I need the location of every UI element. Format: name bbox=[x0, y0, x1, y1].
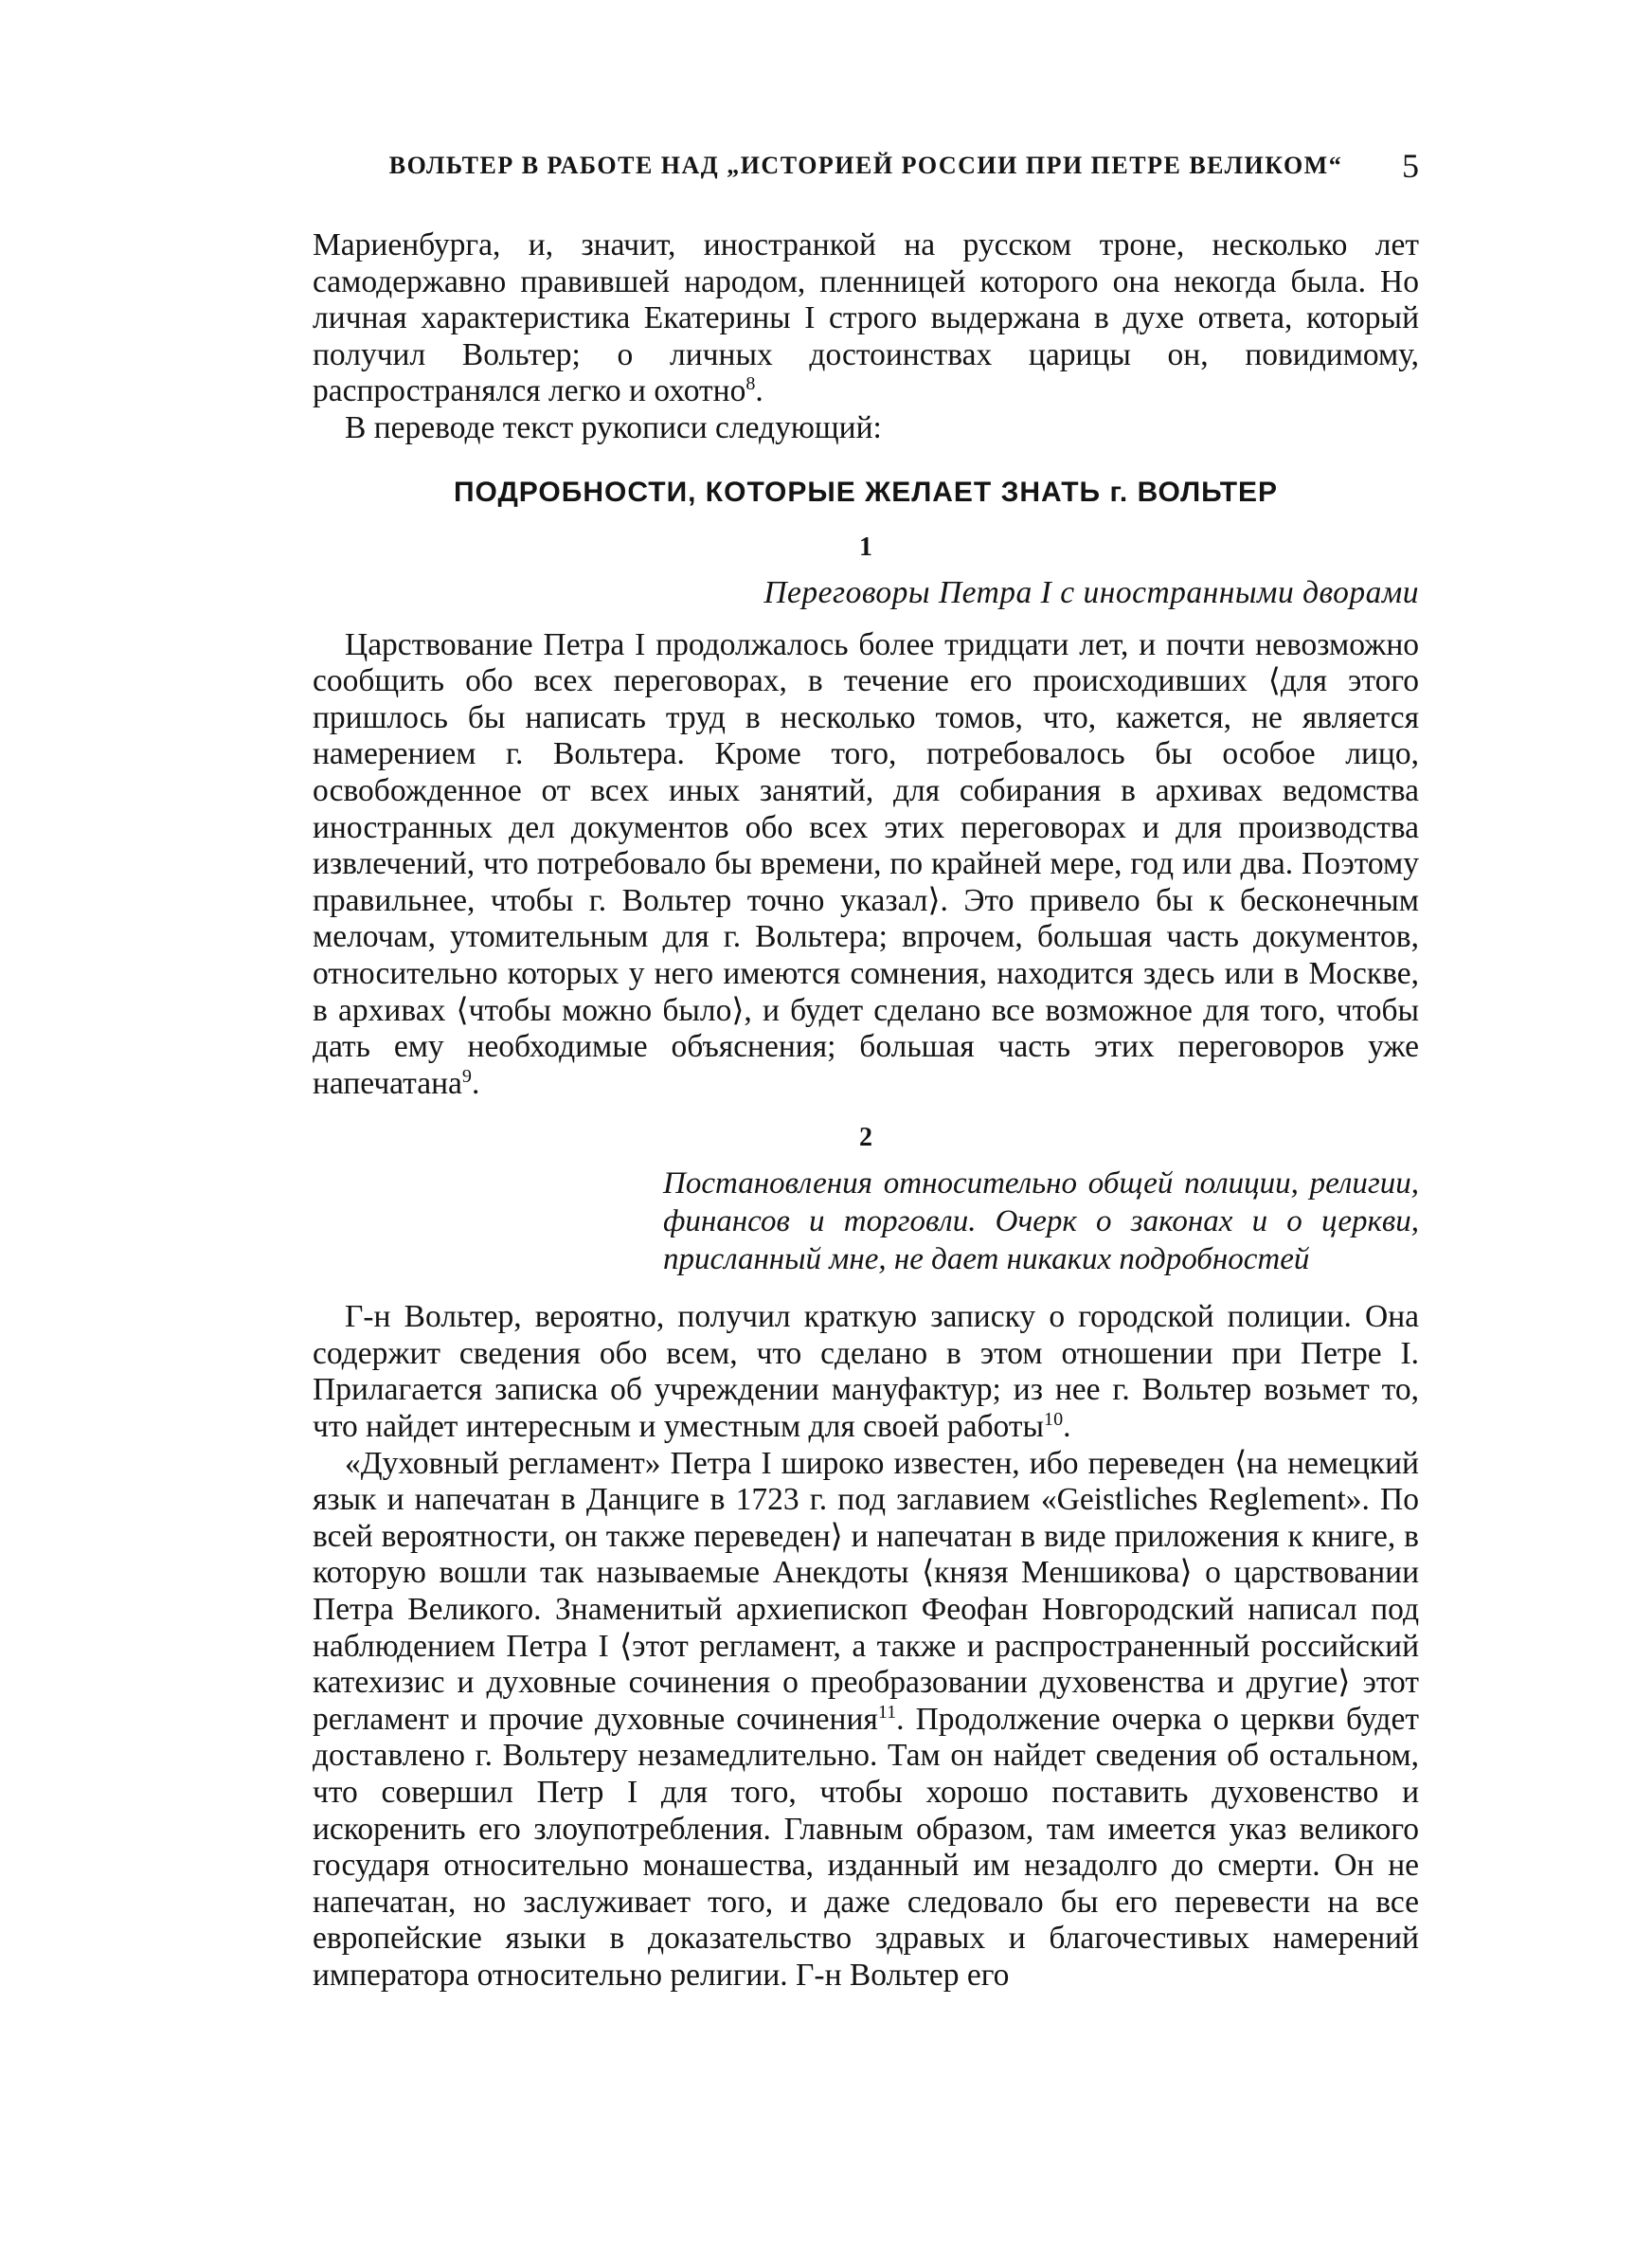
intro-paragraph-1-end: . bbox=[755, 373, 763, 409]
footnote-ref-9: 9 bbox=[461, 1065, 472, 1087]
intro-paragraph-2: В переводе текст рукописи следующий: bbox=[345, 409, 882, 445]
section-1-title: Переговоры Петра I с иностранными дворами bbox=[763, 574, 1419, 610]
section-2-paragraph-1-end: . bbox=[1063, 1409, 1071, 1445]
running-head bbox=[350, 147, 1419, 193]
footnote-ref-8: 8 bbox=[745, 373, 756, 395]
section-1-text-body: Царствование Петра I продолжалось более тридцати лет, и почти невозможно сообщить обо всех переговорах, в течение его происходивших ⟨для этого пришлось бы написать труд в несколько томов, что, кажется, не является намерением г. Вольтера. Кроме того, потребовалось бы особое лицо, освобожденное от всех иных занятий, для собирания в архивах ведомства иностранных дел документов обо всех этих переговорах и для производства извлечений, что потребовало бы времени, по крайней мере, год или два. Поэтому правильнее, чтобы г. Вольтер точно указал⟩. Это привело бы к бесконечным мелочам, утомительным для г. Вольтера; впрочем, большая часть документов, относительно которых у него имеются сомнения, находится здесь или в Москве, в архивах ⟨чтобы можно было⟩, и будет сделано все возможное для того, чтобы дать ему необходимые объяснения; большая часть этих переговоров уже напечатана bbox=[313, 626, 1419, 1101]
section-heading: ПОДРОБНОСТИ, КОТОРЫЕ ЖЕЛАЕТ ЗНАТЬ г. ВОЛЬТЕР bbox=[453, 476, 1279, 508]
page-body bbox=[313, 227, 1419, 1995]
section-2-number: 2 bbox=[859, 1123, 872, 1153]
section-1-number: 1 bbox=[859, 532, 872, 562]
section-2-title: Постановления относительно общей полиции, религии, финансов и торговли. Очерк о законах и о церкви, присланный мне, не дает никаких подробностей bbox=[663, 1166, 1419, 1277]
page-number: 5 bbox=[1402, 147, 1419, 185]
intro-paragraph-1 bbox=[313, 227, 1419, 410]
running-head-title: ВОЛЬТЕР В РАБОТЕ НАД „ИСТОРИЕЙ РОССИИ ПРИ ПЕТРЕ ВЕЛИКОМ“ bbox=[388, 152, 1343, 179]
section-2-paragraph-1 bbox=[313, 1299, 1419, 1445]
footnote-ref-10: 10 bbox=[1044, 1408, 1064, 1430]
book-page bbox=[313, 147, 1419, 1995]
section-2-paragraph-2 bbox=[313, 1446, 1419, 1995]
section-2-paragraph-2-cont: . Продолжение очерка о церкви будет доставлено г. Вольтеру незамедлительно. Там он найдет сведения об остальном, что совершил Петр I для того, чтобы хорошо поставить духовенство и искоренить его злоупотребления. Главным образом, там имеется указ великого государя относительно монашества, изданный им незадолго до смерти. Он не напечатан, но заслуживает того, и даже следовало бы его перевести на все европейские языки в доказательство здравых и благочестивых намерений императора относительно религии. Г-н Вольтер его bbox=[313, 1701, 1419, 1993]
footnote-ref-11: 11 bbox=[877, 1701, 897, 1723]
section-1-text bbox=[313, 627, 1419, 1103]
intro-paragraph-1-text: Мариенбурга, и, значит, иностранкой на русском троне, несколько лет самодержавно правившей народом, пленницей которого она некогда была. Но личная характеристика Екатерины I строго выдержана в духе ответа, который получил Вольтер; о личных достоинствах царицы он, повидимому, распространялся легко и охотно bbox=[313, 227, 1419, 409]
section-2-paragraph-1-text: Г-н Вольтер, вероятно, получил краткую записку о городской полиции. Она содержит сведения обо всем, что сделано в этом отношении при Петре I. Прилагается записка об учреждении мануфактур; из нее г. Вольтер возьмет то, что найдет интересным и уместным для своей работы bbox=[313, 1299, 1419, 1445]
section-2-paragraph-2-text: «Духовный регламент» Петра I широко известен, ибо переведен ⟨на немецкий язык и напечатан в Данциге в 1723 г. под заглавием «Geistliches Reglement». По всей вероятности, он также переведен⟩ и напечатан в виде приложения к книге, в которую вошли так называемые Анекдоты ⟨князя Меншикова⟩ о царствовании Петра Великого. Знаменитый архиепископ Феофан Новгородский написал под наблюдением Петра I ⟨этот регламент, а также и распространенный российский катехизис и духовные сочинения о преобразовании духовенства и другие⟩ этот регламент и прочие духовные сочинения bbox=[313, 1445, 1419, 1737]
section-1-text-end: . bbox=[471, 1065, 480, 1101]
